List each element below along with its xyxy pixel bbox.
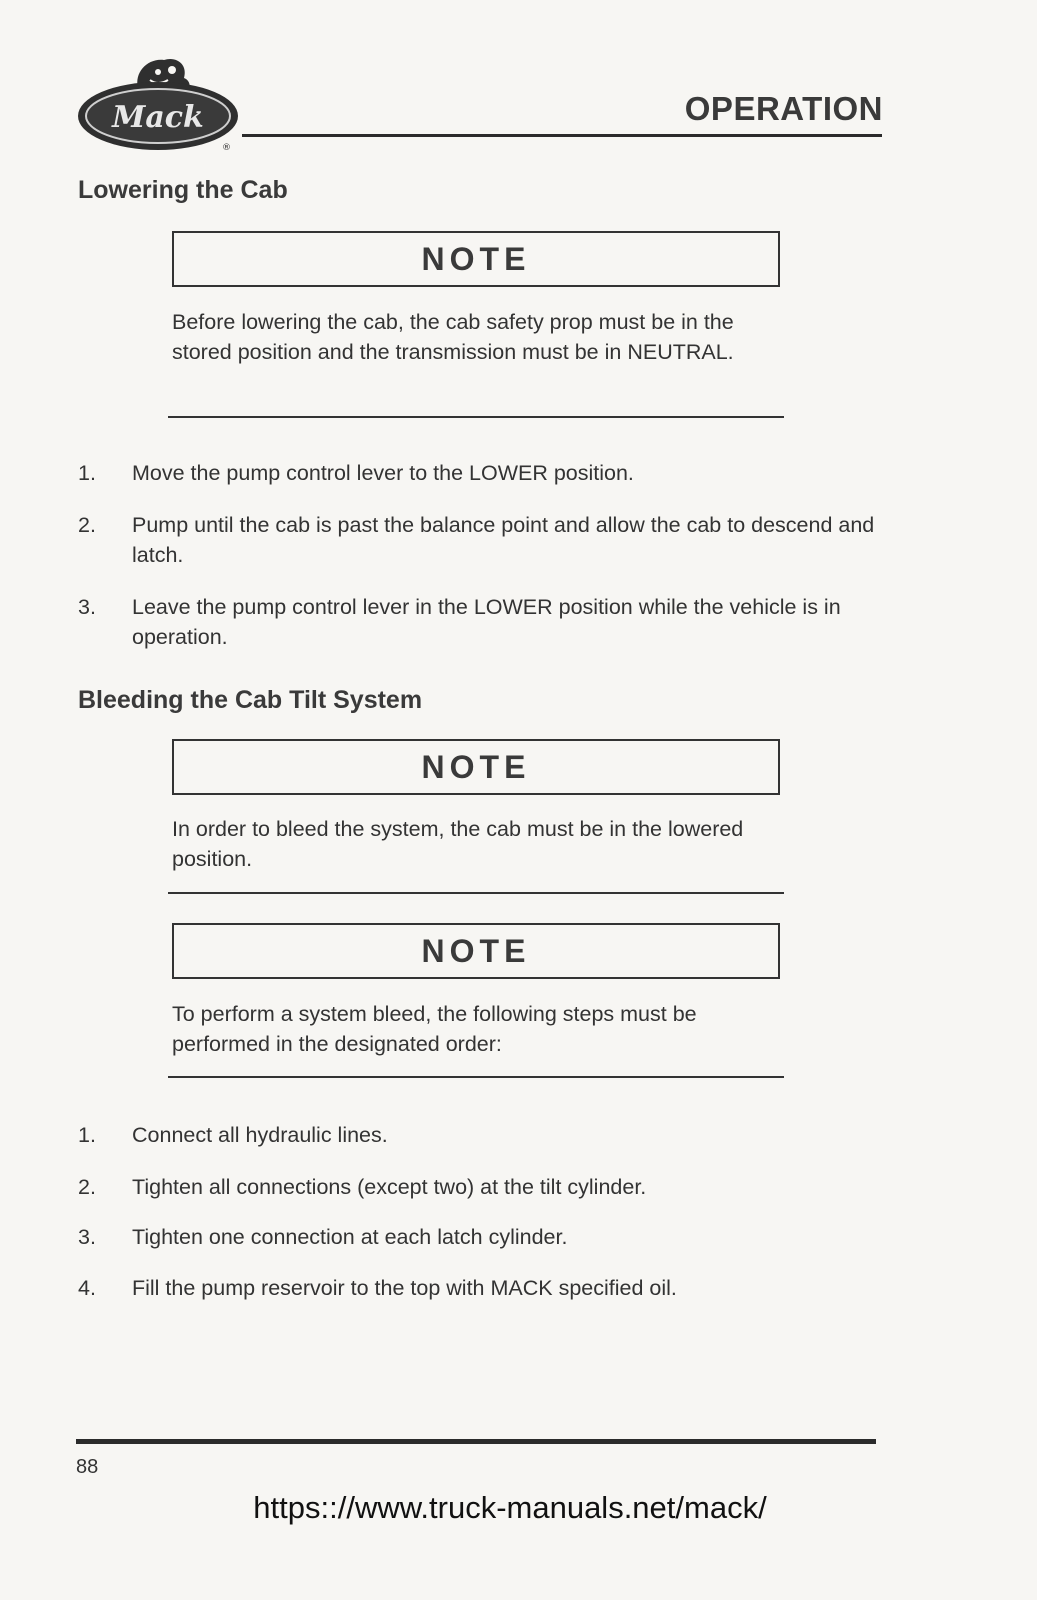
step-text: Pump until the cab is past the balance point and allow the cab to descend and latch. bbox=[132, 513, 875, 567]
note-label: NOTE bbox=[172, 739, 780, 795]
step-number: 1. bbox=[78, 1123, 96, 1147]
step-number: 4. bbox=[78, 1276, 96, 1300]
note-label: NOTE bbox=[172, 231, 780, 287]
list-item bbox=[78, 1222, 878, 1252]
step-text: Fill the pump reservoir to the top with MACK specified oil. bbox=[132, 1276, 677, 1300]
list-item bbox=[78, 1273, 878, 1303]
step-text: Connect all hydraulic lines. bbox=[132, 1123, 388, 1147]
list-item bbox=[78, 1172, 878, 1202]
mack-logo bbox=[76, 50, 246, 160]
note-divider bbox=[168, 416, 784, 418]
note-label: NOTE bbox=[172, 923, 780, 979]
page-number: 88 bbox=[76, 1456, 99, 1478]
step-number: 1. bbox=[78, 461, 96, 485]
section-heading-lowering-cab: Lowering the Cab bbox=[78, 176, 288, 204]
note-text: Before lowering the cab, the cab safety prop must be in the stored position and the transmission must be in NEUTRAL. bbox=[172, 310, 734, 364]
note-text: In order to bleed the system, the cab must be in the lowered position. bbox=[172, 817, 744, 871]
page-header-title: OPERATION bbox=[684, 90, 883, 127]
list-item bbox=[78, 592, 878, 652]
note-divider bbox=[168, 892, 784, 894]
list-item bbox=[78, 510, 878, 570]
note-divider bbox=[168, 1076, 784, 1078]
step-number: 3. bbox=[78, 1225, 96, 1249]
step-text: Tighten all connections (except two) at the tilt cylinder. bbox=[132, 1175, 647, 1199]
step-number: 3. bbox=[78, 595, 96, 619]
step-number: 2. bbox=[78, 513, 96, 537]
section-heading-bleeding-cab-tilt: Bleeding the Cab Tilt System bbox=[78, 686, 423, 714]
footer-divider bbox=[76, 1439, 876, 1444]
list-item bbox=[78, 458, 878, 488]
note-text: To perform a system bleed, the following steps must be performed in the designated order: bbox=[172, 1002, 697, 1056]
step-text: Leave the pump control lever in the LOWER position while the vehicle is in operation. bbox=[132, 595, 841, 649]
step-number: 2. bbox=[78, 1175, 96, 1199]
step-text: Move the pump control lever to the LOWER position. bbox=[132, 461, 634, 485]
source-url-link[interactable]: https:://www.truck-manuals.net/mack/ bbox=[253, 1490, 767, 1525]
list-item bbox=[78, 1120, 878, 1150]
header-divider bbox=[242, 134, 882, 137]
svg-text:®: ® bbox=[222, 143, 231, 153]
logo-lettering: Mack bbox=[112, 100, 204, 135]
step-text: Tighten one connection at each latch cylinder. bbox=[132, 1225, 568, 1249]
